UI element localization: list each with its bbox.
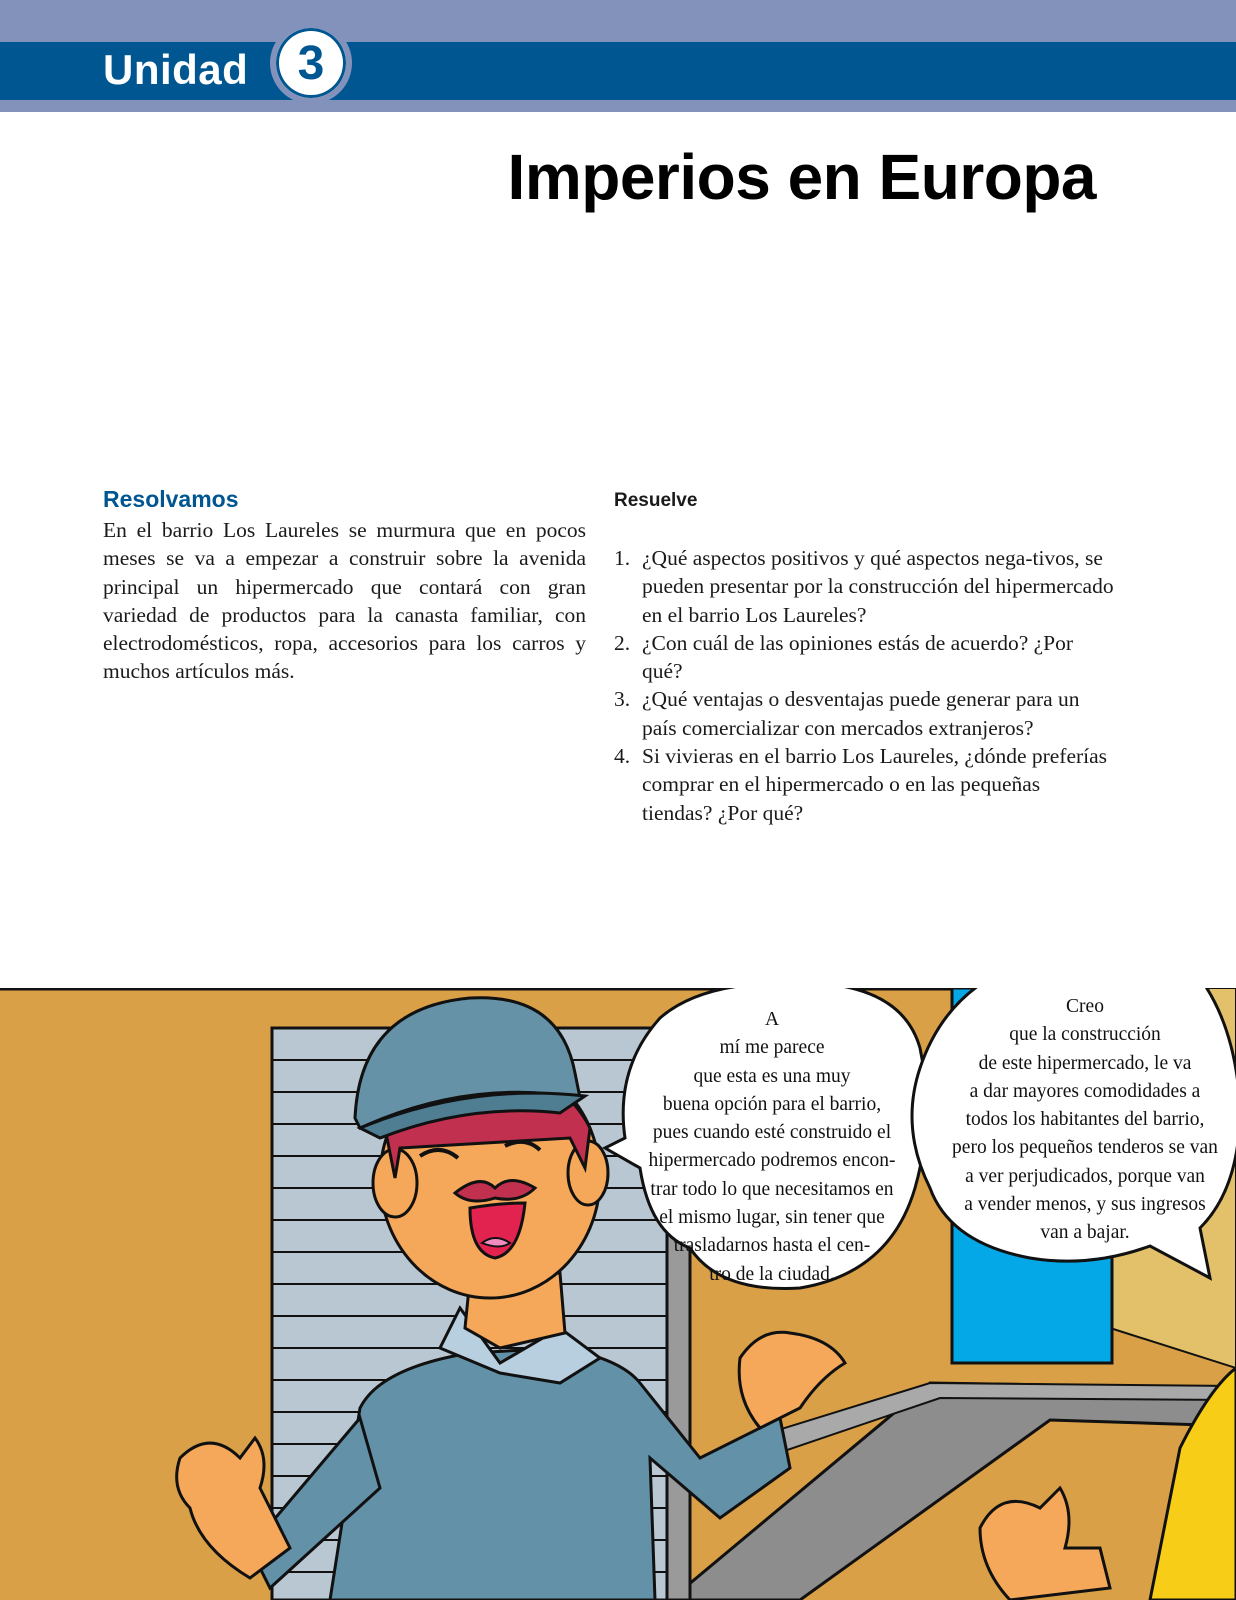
bubble-line: a vender menos, y sus ingresos: [964, 1194, 1206, 1216]
resolvamos-heading: Resolvamos: [103, 486, 239, 512]
header-band-bottom: [0, 100, 1236, 112]
resuelve-heading: Resuelve: [614, 490, 698, 511]
question-list: [614, 544, 1114, 827]
question-text: Si vivieras en el barrio Los Laureles, ¿dónde preferías comprar en el hipermercado o en las pequeñas tiendas? ¿Por qué?: [642, 744, 1108, 825]
bubble-line: mí me parece: [719, 1037, 825, 1059]
question-text: ¿Qué ventajas o desventajas puede generar para un país comercializar con mercados extranjeros?: [642, 687, 1080, 740]
question-number: 4.: [614, 744, 631, 769]
question-text: ¿Qué aspectos positivos y qué aspectos nega-tivos, se pueden presentar por la construcción del hipermercado en el barrio Los Laureles?: [642, 546, 1114, 627]
bubble-line: tro de la ciudad.: [709, 1263, 835, 1285]
bubble-line: pero los pequeños tenderos se van: [952, 1137, 1218, 1159]
bubble-line: trasladarnos hasta el cen-: [673, 1235, 871, 1257]
question-text: ¿Con cuál de las opiniones estás de acuerdo? ¿Por qué?: [642, 630, 1074, 684]
question-number: 3.: [614, 687, 631, 712]
question-item: [614, 544, 1114, 629]
bubble-line: el mismo lugar, sin tener que: [659, 1207, 885, 1229]
bubble-line: que la construcción: [1009, 1024, 1161, 1046]
question-number: 1.: [614, 546, 631, 570]
question-item: [614, 685, 1114, 742]
bubble-line: A: [764, 1009, 780, 1030]
bubble-line: trar todo lo que necesitamos en: [650, 1178, 894, 1200]
speech-bubble-left-text: [622, 1006, 922, 1289]
bubble-line: buena opción para el barrio,: [662, 1093, 882, 1115]
speech-bubble-right-text: [935, 993, 1235, 1248]
bubble-line: a dar mayores comodidades a: [969, 1080, 1201, 1102]
bubble-line: todos los habitantes del barrio,: [965, 1109, 1205, 1131]
bubble-line: de este hipermercado, le va: [978, 1052, 1192, 1074]
bubble-line: Creo: [1066, 996, 1104, 1017]
bubble-line: pues cuando esté construido el: [652, 1122, 892, 1144]
question-number: 2.: [614, 630, 631, 655]
bubble-line: a ver perjudicados, porque van: [965, 1165, 1205, 1187]
resolvamos-text: En el barrio Los Laureles se murmura que en pocos meses se va a empezar a construir sobre la avenida principal un hipermercado que contará con gran variedad de productos para la canasta familiar, con electrodomésticos, ropa, accesorios para los carros y muchos artículos más.: [103, 518, 586, 684]
bubble-line: van a bajar.: [1040, 1222, 1130, 1244]
bubble-line: que esta es una muy: [693, 1065, 851, 1087]
question-item: [614, 629, 1114, 686]
header-band-top: [0, 0, 1236, 42]
question-item: [614, 742, 1114, 827]
unit-label: Unidad: [103, 46, 249, 93]
bubble-line: hipermercado podremos encon-: [648, 1150, 896, 1172]
page-title: Imperios en Europa: [507, 141, 1096, 213]
unit-number: 3: [297, 37, 325, 90]
unit-number-badge: [270, 22, 352, 104]
